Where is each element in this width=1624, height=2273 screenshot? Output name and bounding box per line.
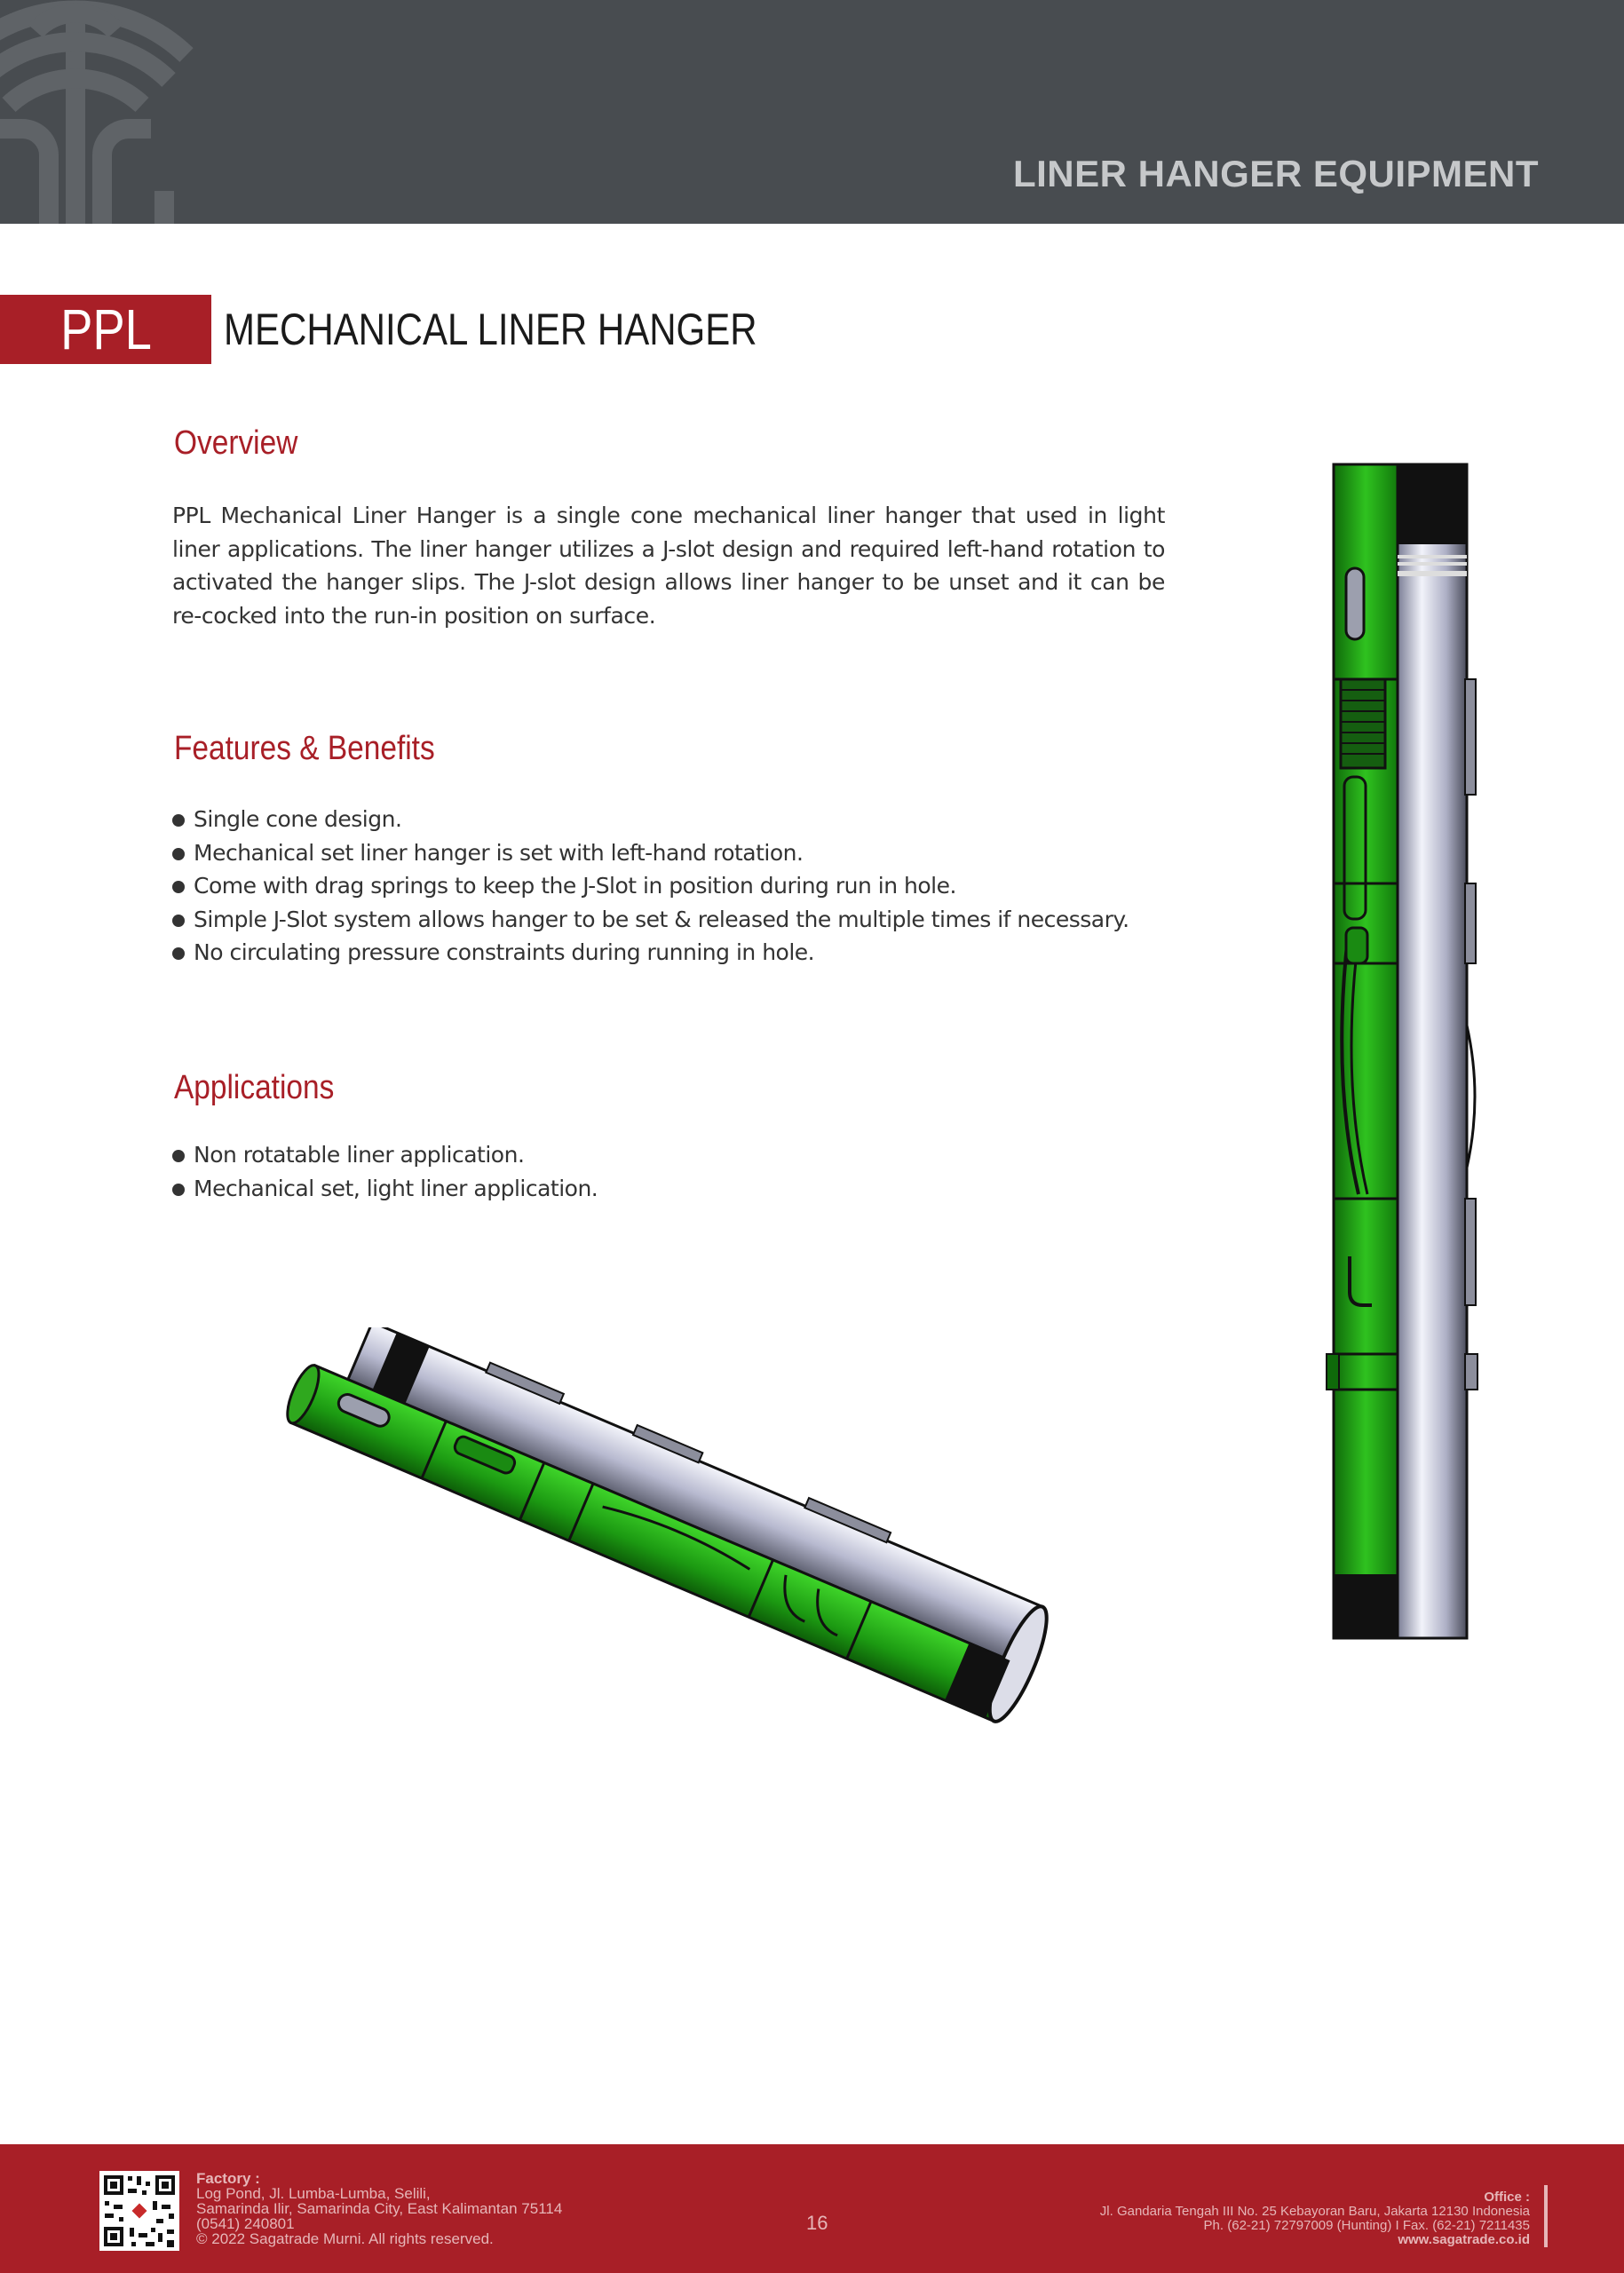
features-heading: Features & Benefits: [174, 730, 435, 767]
features-list: [172, 803, 1129, 970]
factory-label: Factory :: [196, 2170, 260, 2187]
list-item: Non rotatable liner application.: [172, 1138, 598, 1172]
office-label: Office :: [1484, 2190, 1530, 2205]
list-item: Mechanical set, light liner application.: [172, 1172, 598, 1206]
list-item: Simple J-Slot system allows hanger to be set & released the multiple times if necessary.: [172, 903, 1129, 937]
overview-heading: Overview: [174, 424, 298, 462]
office-address: [1100, 2190, 1530, 2247]
list-item: Single cone design.: [172, 803, 1129, 836]
footer-divider: [1544, 2185, 1548, 2247]
qr-code-icon: [99, 2171, 179, 2251]
product-code-tag: [0, 295, 211, 364]
tree-arch-logo-icon: [0, 0, 249, 224]
office-line: Jl. Gandaria Tengah III No. 25 Kebayoran Baru, Jakarta 12130 Indonesia: [1099, 2204, 1530, 2219]
list-item: Come with drag springs to keep the J-Slot in position during run in hole.: [172, 869, 1129, 903]
office-phone: Ph. (62-21) 72797009 (Hunting) I Fax. (62-21) 7211435: [1203, 2218, 1530, 2233]
page-header: [0, 0, 1624, 224]
overview-text: PPL Mechanical Liner Hanger is a single cone mechanical liner hanger that used in light liner applications. The liner hanger utilizes a J-slot design and required left-hand rotation to activated the hanger slips. The J-slot design allows liner hanger to be unset and it can be re-cocked into the run-in position on surface.: [172, 503, 1165, 629]
factory-address: [196, 2171, 562, 2246]
factory-line: Log Pond, Jl. Lumba-Lumba, Selili,: [196, 2185, 431, 2202]
website-link[interactable]: www.sagatrade.co.id: [1398, 2232, 1530, 2247]
page-footer: [0, 2144, 1624, 2273]
header-title: LINER HANGER EQUIPMENT: [1012, 153, 1539, 194]
page-number: 16: [806, 2212, 828, 2234]
applications-heading: Applications: [174, 1069, 335, 1106]
factory-line: Samarinda Ilir, Samarinda City, East Kalimantan 75114: [196, 2200, 563, 2217]
liner-hanger-diagonal-image: [262, 1327, 1105, 1736]
product-code: PPL: [59, 297, 152, 361]
list-item: Mechanical set liner hanger is set with left-hand rotation.: [172, 836, 1129, 870]
factory-phone: (0541) 240801: [196, 2215, 295, 2232]
list-item: No circulating pressure constraints during running in hole.: [172, 936, 1129, 970]
copyright: © 2022 Sagatrade Murni. All rights reserved.: [196, 2230, 494, 2247]
product-title: MECHANICAL LINER HANGER: [224, 305, 757, 354]
applications-list: [172, 1138, 598, 1205]
liner-hanger-vertical-image: [1323, 457, 1483, 1647]
